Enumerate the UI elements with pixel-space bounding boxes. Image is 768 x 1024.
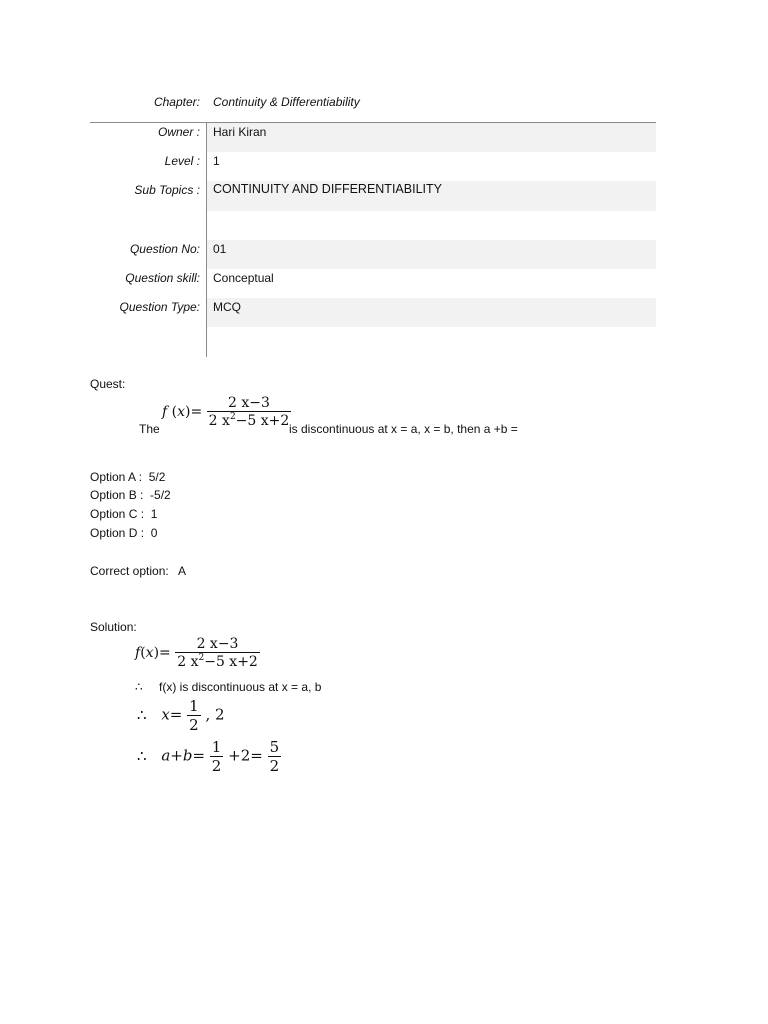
table-divider (206, 122, 207, 357)
owner-value: Hari Kiran (213, 125, 267, 139)
table-top-rule (90, 122, 656, 123)
five-halves-fraction: $\frac{5}{2}$ (269, 738, 280, 775)
question-type-label: Question Type: (119, 300, 200, 314)
half-fraction-2: $\frac{1}{2}$ (211, 738, 222, 775)
func-var: x (177, 404, 186, 420)
level-value: 1 (213, 154, 220, 168)
question-tail: is discontinuous at x = a, x = b, then a +b = (289, 422, 518, 436)
subtopics-value: CONTINUITY AND DIFFERENTIABILITY (213, 182, 442, 196)
solution-formula: f(x)= $\frac{2 x-3}{2 x^2-5 x+2}$ (135, 636, 258, 670)
question-no-label: Question No: (129, 242, 200, 256)
level-label: Level : (164, 154, 200, 168)
solution-line2-text: f(x) is discontinuous at x = a, b (159, 680, 322, 694)
chapter-label: Chapter: (153, 95, 200, 109)
solution-line4: ∴ a+b= $\frac{1}{2}$ +2= $\frac{5}{2}$ (137, 738, 280, 775)
option-d: Option D : 0 (90, 526, 158, 540)
solution-line2-therefore: ∴ (135, 680, 143, 694)
den-exponent: 2 (229, 412, 236, 422)
question-type-value: MCQ (213, 300, 241, 314)
question-skill-label: Question skill: (125, 271, 200, 285)
question-heading: Quest: (90, 377, 126, 391)
fraction-denominator (207, 411, 292, 429)
correct-option: Correct option: A (90, 564, 187, 578)
den-part2: −5 x+2 (235, 413, 290, 429)
half-fraction: $\frac{1}{2}$ (189, 697, 199, 734)
chapter-value: Continuity & Differentiability (213, 95, 360, 109)
question-formula: f (x)= $\frac{2 x-3}{2 x^2-5 x+2}$ (162, 395, 290, 429)
option-c: Option C : 1 (90, 507, 158, 521)
question-no-value: 01 (213, 242, 227, 256)
question-skill-value: Conceptual (213, 271, 274, 285)
option-a: Option A : 5/2 (90, 470, 166, 484)
row-shade-qno (207, 240, 656, 269)
question-lead: The (139, 422, 160, 436)
fraction-numerator: 2 x−3 (228, 395, 270, 411)
owner-label: Owner : (157, 125, 200, 139)
option-b: Option B : -5/2 (90, 488, 171, 502)
solution-fraction: $\frac{2 x-3}{2 x^2-5 x+2}$ (177, 636, 258, 670)
question-fraction (207, 395, 292, 429)
correct-option-value: A (178, 564, 187, 578)
row-shade-type (207, 298, 656, 327)
row-shade-owner (207, 123, 656, 152)
solution-line3: ∴ x= $\frac{1}{2}$ , 2 (137, 697, 225, 734)
func-name: f (162, 404, 168, 420)
subtopics-label: Sub Topics : (134, 183, 200, 197)
den-part1: 2 x (208, 413, 230, 429)
solution-heading: Solution: (90, 620, 137, 634)
